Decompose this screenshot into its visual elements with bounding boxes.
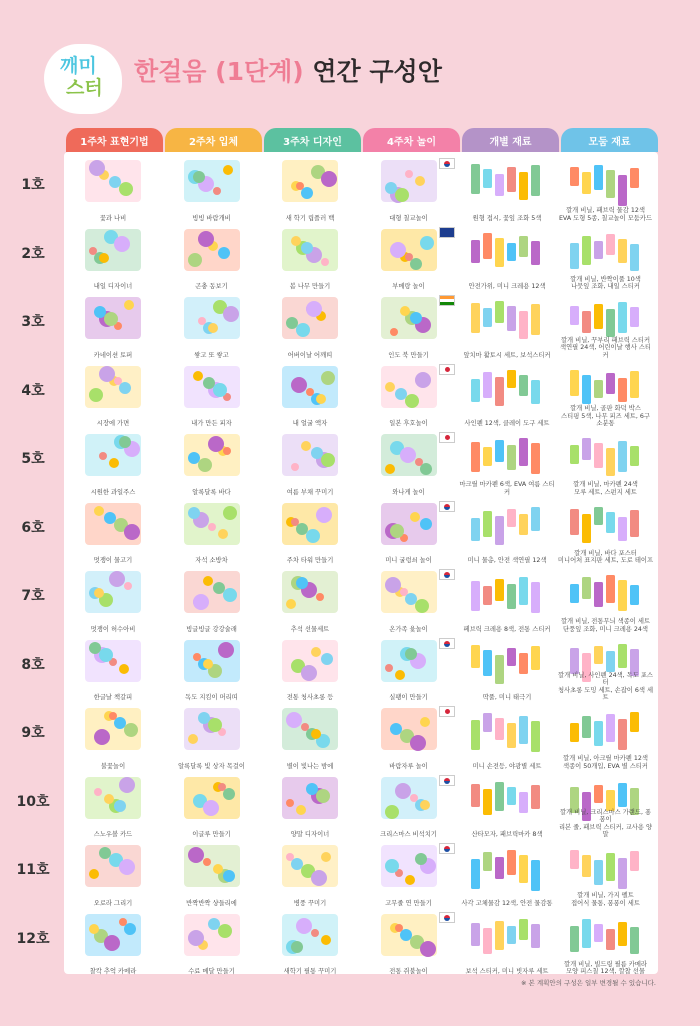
activity-cell xyxy=(558,565,654,633)
activity-caption: 내가 만든 피자 xyxy=(191,420,232,427)
activity-illustration xyxy=(170,499,254,549)
activity-caption: 대형 칠교놀이 xyxy=(389,214,428,222)
activity-illustration xyxy=(465,430,549,480)
activity-caption: 멋쟁이 허수아비 xyxy=(90,625,136,633)
activity-illustration xyxy=(465,773,549,823)
activity-cell xyxy=(164,634,260,702)
activity-illustration xyxy=(170,293,254,343)
column-headers xyxy=(66,128,658,152)
activity-illustration xyxy=(71,156,155,206)
country-flag-icon xyxy=(439,706,455,717)
activity-caption: 보석 스티커, 미니 빗자루 세트 xyxy=(465,968,549,975)
footnote: ※ 본 계획안의 구성은 일부 변경될 수 있습니다. xyxy=(521,979,656,987)
activity-illustration xyxy=(268,636,352,686)
activity-caption: 깔개 비닐, 꾸부리 패브릭 스티커 색연필 24색, 어린이날 행사 스티커 xyxy=(559,336,651,359)
activity-cell xyxy=(558,154,654,222)
country-flag-icon xyxy=(439,501,455,512)
activity-cell xyxy=(65,908,161,976)
row-label: 7호 xyxy=(21,588,45,604)
activity-cell xyxy=(558,360,654,428)
column-header-4: 4주차 놀이 xyxy=(363,128,460,152)
activity-cell xyxy=(459,565,555,633)
activity-cell xyxy=(558,634,654,702)
activity-cell xyxy=(262,771,358,839)
activity-cell xyxy=(262,223,358,291)
activity-cell xyxy=(262,497,358,565)
activity-cell xyxy=(459,154,555,222)
activity-illustration xyxy=(170,156,254,206)
activity-illustration xyxy=(465,567,549,617)
activity-cell xyxy=(262,428,358,496)
activity-caption: 깔개 비닐, 바다 포스터 미니어처 표지판 세트, 도로 테이프 xyxy=(557,549,654,564)
activity-caption: 새학기 필통 꾸미기 xyxy=(283,968,337,975)
column-header-3: 3주차 디자인 xyxy=(264,128,361,152)
activity-cell xyxy=(361,839,457,907)
activity-caption: 깔개 비닐, 가지 펠트 접어식 물통, 퐁퐁이 세트 xyxy=(571,892,640,907)
activity-caption: 미니 손전등, 야광별 세트 xyxy=(472,762,542,770)
activity-cell xyxy=(262,634,358,702)
activity-caption: 자석 소방차 xyxy=(195,557,228,564)
activity-illustration xyxy=(268,293,352,343)
activity-caption: 내 얼굴 액자 xyxy=(292,420,328,427)
activity-cell xyxy=(459,839,555,907)
activity-illustration xyxy=(564,430,648,480)
activity-caption: 멋쟁이 물고기 xyxy=(93,557,133,564)
activity-illustration xyxy=(170,567,254,617)
activity-illustration xyxy=(71,225,155,275)
activity-cell xyxy=(361,360,457,428)
row-label: 3호 xyxy=(21,314,45,330)
activity-caption: 카네이션 토퍼 xyxy=(93,351,133,359)
country-flag-icon xyxy=(439,638,455,649)
activity-caption: 쌓고 또 쌓고 xyxy=(194,351,229,359)
activity-caption: 빙빙 바람개비 xyxy=(192,214,231,222)
activity-caption: 추석 선물세트 xyxy=(290,625,330,633)
activity-illustration xyxy=(170,841,254,891)
activity-cell xyxy=(459,702,555,770)
activity-illustration xyxy=(268,567,352,617)
activity-cell xyxy=(164,839,260,907)
activity-caption: 독도 지킴이 머리띠 xyxy=(185,694,238,701)
activity-illustration xyxy=(564,293,648,343)
activity-caption: 주차 타워 만들기 xyxy=(286,557,334,564)
activity-illustration xyxy=(465,636,549,686)
activity-caption: 원형 접시, 꽃잎 조화 5색 xyxy=(472,214,542,222)
activity-caption: 새 학기 립플러 백 xyxy=(285,214,335,222)
row-label: 8호 xyxy=(21,656,45,673)
row-label: 11호 xyxy=(16,862,50,878)
activity-illustration xyxy=(71,293,155,343)
activity-caption: 빙글빙글 강강술래 xyxy=(186,625,237,633)
activity-illustration xyxy=(170,704,254,754)
activity-caption: 시원한 과일주스 xyxy=(90,488,136,496)
activity-illustration xyxy=(465,293,549,343)
activity-caption: 반짝반짝 샹들리에 xyxy=(186,899,237,907)
activity-illustration xyxy=(465,841,549,891)
activity-caption: 양말 디자이너 xyxy=(290,831,330,838)
activity-caption: 앞치마 활토시 세트, 보석스티커 xyxy=(463,351,551,359)
activity-caption: 안전가위, 미니 크레용 12색 xyxy=(468,283,546,290)
row-label: 4호 xyxy=(21,382,45,399)
activity-caption: 스노우볼 카드 xyxy=(93,831,133,838)
activity-illustration xyxy=(71,362,155,412)
activity-cell xyxy=(361,908,457,976)
activity-cell xyxy=(262,565,358,633)
column-header-5: 개별 재료 xyxy=(462,128,559,152)
activity-caption: 꽃과 나비 xyxy=(99,214,127,222)
activity-illustration xyxy=(268,499,352,549)
country-flag-icon xyxy=(439,158,455,169)
activity-caption: 실팽이 만들기 xyxy=(389,694,428,701)
activity-cell xyxy=(262,908,358,976)
activity-caption: 전통 쥐불놀이 xyxy=(389,968,428,975)
activity-illustration xyxy=(170,773,254,823)
row-label: 6호 xyxy=(21,519,45,536)
activity-caption: 사각 고체물감 12색, 안전 물감통 xyxy=(461,899,553,907)
activity-caption: 미니 굴렁쇠 놀이 xyxy=(385,557,432,564)
activity-cell xyxy=(361,565,457,633)
activity-caption: 불꽃놀이 xyxy=(100,762,126,770)
activity-cell xyxy=(361,702,457,770)
activity-illustration xyxy=(170,225,254,275)
activity-cell xyxy=(361,771,457,839)
activity-caption: 깔개 비닐, 골판 화덕 박스 스티핑 5색, 나무 피즈 세트, 6구 소분통 xyxy=(561,405,650,427)
activity-cell xyxy=(558,908,654,976)
activity-cell xyxy=(164,428,260,496)
activity-caption: 별이 빛나는 밤에 xyxy=(286,762,334,770)
country-flag-icon xyxy=(439,295,455,306)
activity-caption: 깔개 비닐, 빌드링 필름 카메라 모양 피스칠 12색, 깔찹 선물 xyxy=(563,960,647,975)
activity-cell xyxy=(558,839,654,907)
activity-caption: 한글날 책갈피 xyxy=(93,694,133,701)
activity-caption: 고무줄 연 만들기 xyxy=(385,899,432,907)
row-label: 2호 xyxy=(21,245,45,262)
activity-illustration xyxy=(564,841,648,891)
activity-cell xyxy=(164,908,260,976)
country-flag-icon xyxy=(439,912,455,923)
activity-illustration xyxy=(170,362,254,412)
activity-illustration xyxy=(170,910,254,960)
activity-cell xyxy=(65,634,161,702)
activity-cell xyxy=(459,291,555,359)
activity-cell xyxy=(65,154,161,222)
activity-cell xyxy=(361,291,457,359)
activity-illustration xyxy=(465,499,549,549)
country-flag-icon xyxy=(439,227,455,238)
activity-cell xyxy=(459,634,555,702)
activity-cell xyxy=(361,223,457,291)
activity-cell xyxy=(65,771,161,839)
activity-illustration xyxy=(268,910,352,960)
activity-cell xyxy=(262,360,358,428)
activity-cell xyxy=(361,428,457,496)
activity-illustration xyxy=(268,773,352,823)
activity-cell xyxy=(459,428,555,496)
activity-cell xyxy=(361,497,457,565)
country-flag-icon xyxy=(439,569,455,580)
activity-illustration xyxy=(465,156,549,206)
activity-caption: 수료 메달 만들기 xyxy=(188,968,235,975)
activity-cell xyxy=(558,497,654,565)
activity-cell xyxy=(164,154,260,222)
activity-cell xyxy=(164,291,260,359)
activity-illustration xyxy=(71,636,155,686)
activity-caption: 깔개 비닐, 마카펜 24색 모루 세트, 스펀지 세트 xyxy=(573,481,638,496)
activity-illustration xyxy=(268,362,352,412)
activity-caption: 시장에 가면 xyxy=(96,420,130,427)
column-header-1: 1주차 표현기법 xyxy=(66,128,163,152)
activity-caption: 온가족 윷놀이 xyxy=(389,625,428,633)
activity-caption: 크리스마스 비석치기 xyxy=(380,831,437,838)
activity-illustration xyxy=(564,567,648,617)
row-label: 1호 xyxy=(21,177,45,193)
activity-caption: 알록달록 빛 상자 목걸이 xyxy=(178,762,245,770)
activity-cell xyxy=(262,291,358,359)
activity-caption: 깔개 비닐, 반짝이풀 10색 나뭇잎 조화, 내일 스티커 xyxy=(570,275,641,290)
column-header-6: 모둠 재료 xyxy=(561,128,658,152)
page-title: 한걸음 (1단계) 연간 구성안 xyxy=(134,57,442,86)
row-label: 12호 xyxy=(16,930,50,947)
activity-cell xyxy=(558,702,654,770)
activity-cell xyxy=(459,908,555,976)
activity-illustration xyxy=(71,773,155,823)
activity-cell xyxy=(65,291,161,359)
activity-caption: 봄 나무 만들기 xyxy=(289,283,331,290)
row-label: 9호 xyxy=(21,725,45,741)
activity-caption: 딱풀, 미니 태극기 xyxy=(482,694,532,701)
activity-cell xyxy=(65,839,161,907)
activity-caption: 내일 디자이너 xyxy=(93,283,133,290)
activity-cell xyxy=(65,360,161,428)
activity-illustration xyxy=(564,910,648,960)
activity-caption: 여름 부채 꾸미기 xyxy=(286,488,334,496)
activity-illustration xyxy=(564,225,648,275)
activity-caption: 곤충 동보기 xyxy=(195,283,228,290)
activity-caption: 일본 후호놀이 xyxy=(389,420,428,427)
column-header-2: 2주차 입체 xyxy=(165,128,262,152)
country-flag-icon xyxy=(439,775,455,786)
activity-caption: 사인펜 12색, 클레이 도구 세트 xyxy=(464,420,550,427)
activity-cell xyxy=(65,497,161,565)
activity-caption: 인도 북 만들기 xyxy=(388,351,429,359)
activity-illustration xyxy=(71,704,155,754)
activity-cell xyxy=(262,154,358,222)
row-label: 5호 xyxy=(21,451,45,467)
country-flag-icon xyxy=(439,364,455,375)
activity-cell xyxy=(65,565,161,633)
activity-cell xyxy=(361,634,457,702)
country-flag-icon xyxy=(439,432,455,443)
activity-illustration xyxy=(564,156,648,206)
activity-cell xyxy=(558,223,654,291)
activity-illustration xyxy=(465,704,549,754)
activity-cell xyxy=(164,497,260,565)
activity-caption: 미니 물총, 안전 색연필 12색 xyxy=(467,557,547,564)
activity-illustration xyxy=(71,430,155,480)
activity-cell xyxy=(459,223,555,291)
activity-cell xyxy=(164,702,260,770)
activity-cell xyxy=(459,497,555,565)
activity-cell xyxy=(558,428,654,496)
activity-caption: 산타모자, 패브릭마카 8색 xyxy=(471,831,543,838)
activity-illustration xyxy=(465,225,549,275)
activity-caption: 이글루 만들기 xyxy=(192,831,231,838)
activity-cell xyxy=(164,771,260,839)
activity-illustration xyxy=(465,910,549,960)
activity-illustration xyxy=(71,841,155,891)
activity-cell xyxy=(558,771,654,839)
activity-caption: 깔개 비닐, 아크릴 마카펜 12색 색종이 50개입, EVA 별 스티커 xyxy=(563,755,648,770)
activity-illustration xyxy=(564,704,648,754)
activity-caption: 병풍 꾸미기 xyxy=(293,899,327,907)
activity-illustration xyxy=(564,499,648,549)
activity-caption: 깔개 비닐, 패브릭 물감 12색 EVA 도형 5종, 칠교놀이 모둠카드 xyxy=(558,207,653,222)
activity-cell xyxy=(65,223,161,291)
activity-caption: 오로라 그리기 xyxy=(93,899,133,907)
activity-cell xyxy=(164,360,260,428)
country-flag-icon xyxy=(439,843,455,854)
activity-illustration xyxy=(268,841,352,891)
activity-caption: 어버이날 어깨띠 xyxy=(287,351,333,359)
activity-caption: 마크릴 마카펜 6색, EVA 여름 스티커 xyxy=(459,481,555,496)
activity-caption: 바람자루 놀이 xyxy=(389,762,428,770)
activity-caption: 깔개 비닐, 크리스마스 가랜드, 퐁퐁이 리본 줄, 패브릭 스티커, 교사용 양말 xyxy=(558,808,653,838)
activity-illustration xyxy=(268,156,352,206)
activity-illustration xyxy=(71,910,155,960)
activity-cell xyxy=(164,565,260,633)
activity-caption: 찰칵 추억 카메라 xyxy=(89,968,137,975)
activity-illustration xyxy=(268,225,352,275)
activity-cell xyxy=(262,839,358,907)
activity-illustration xyxy=(268,430,352,480)
activity-cell xyxy=(65,428,161,496)
activity-illustration xyxy=(170,636,254,686)
activity-illustration xyxy=(71,499,155,549)
brand-logo: 깨미 스터 xyxy=(44,44,122,114)
activity-caption: 깔개 비닐, 사인펜 24색, 독도 포스터 청사초롱 도밍 세트, 손잡이 6색 세트 xyxy=(557,671,654,701)
activity-illustration xyxy=(465,362,549,412)
curriculum-table xyxy=(64,152,658,974)
activity-caption: 알록달록 바다 xyxy=(192,488,231,496)
activity-caption: 전통 청사초롱 등 xyxy=(286,694,334,701)
activity-cell xyxy=(65,702,161,770)
activity-cell xyxy=(459,360,555,428)
activity-illustration xyxy=(268,704,352,754)
activity-illustration xyxy=(170,430,254,480)
activity-caption: 부메랑 놀이 xyxy=(392,283,425,290)
activity-caption: 페브릭 크레용 8색, 전통 스티커 xyxy=(463,625,551,633)
activity-cell xyxy=(459,771,555,839)
activity-illustration xyxy=(564,362,648,412)
activity-caption: 와나게 놀이 xyxy=(392,488,425,496)
activity-cell xyxy=(558,291,654,359)
activity-cell xyxy=(262,702,358,770)
row-label: 10호 xyxy=(16,793,50,810)
activity-illustration xyxy=(71,567,155,617)
activity-cell xyxy=(361,154,457,222)
activity-caption: 깔개 비닐, 전통무늬 색종이 세트 단풍잎 조화, 미니 크레용 24색 xyxy=(560,618,651,633)
activity-cell xyxy=(164,223,260,291)
